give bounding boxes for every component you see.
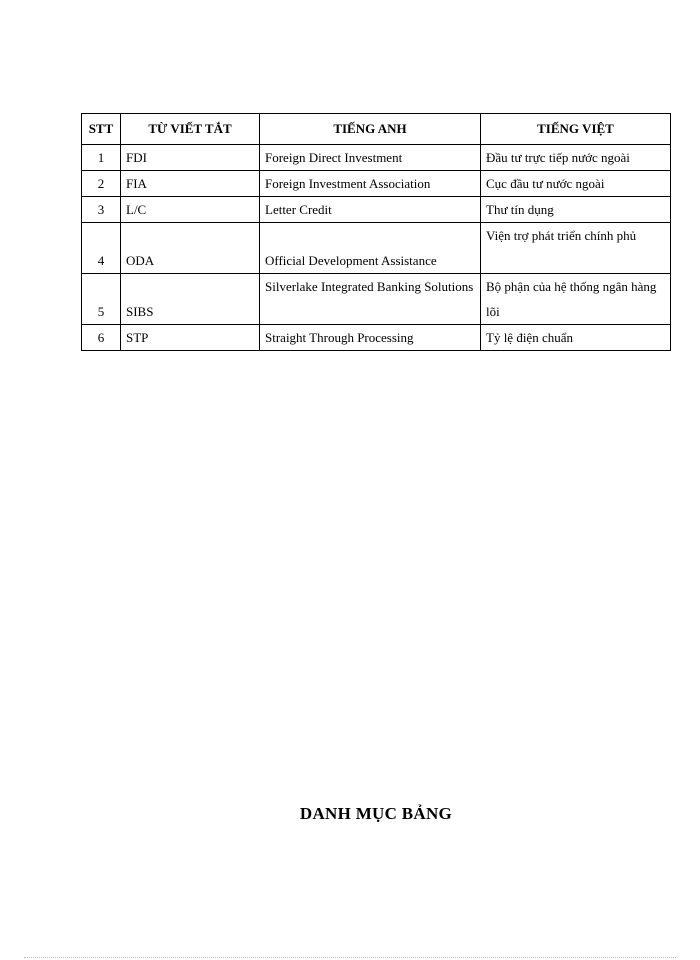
row-stt: 1 — [82, 145, 121, 171]
row-abbreviation: STP — [121, 325, 260, 351]
row-vietnamese: Viện trợ phát triển chính phủ — [481, 223, 671, 274]
row-vietnamese: Cục đầu tư nước ngoài — [481, 171, 671, 197]
section-title: DANH MỤC BẢNG — [299, 804, 453, 823]
header-english: TIẾNG ANH — [260, 114, 481, 145]
table-row — [82, 274, 671, 325]
row-vietnamese: Tỷ lệ điện chuẩn — [481, 325, 671, 351]
table-row — [82, 171, 671, 197]
row-abbreviation: SIBS — [121, 274, 260, 325]
row-stt: 2 — [82, 171, 121, 197]
row-abbreviation: L/C — [121, 197, 260, 223]
row-stt: 4 — [82, 223, 121, 274]
row-abbreviation: ODA — [121, 223, 260, 274]
row-vietnamese: Đầu tư trực tiếp nước ngoài — [481, 145, 671, 171]
table-row — [82, 197, 671, 223]
row-vietnamese: Thư tín dụng — [481, 197, 671, 223]
row-abbreviation: FDI — [121, 145, 260, 171]
table-header-row — [82, 114, 671, 145]
row-english: Official Development Assistance — [260, 223, 481, 274]
row-english: Foreign Direct Investment — [260, 145, 481, 171]
table-row — [82, 223, 671, 274]
row-english: Silverlake Integrated Banking Solutions — [260, 274, 481, 325]
row-english: Letter Credit — [260, 197, 481, 223]
row-english: Foreign Investment Association — [260, 171, 481, 197]
table-row — [82, 325, 671, 351]
row-stt: 5 — [82, 274, 121, 325]
row-stt: 6 — [82, 325, 121, 351]
header-vietnamese: TIẾNG VIỆT — [481, 114, 671, 145]
header-stt: STT — [82, 114, 121, 145]
row-vietnamese: Bộ phận của hệ thống ngân hàng lõi — [481, 274, 671, 325]
header-abbreviation: TỪ VIẾT TẮT — [121, 114, 260, 145]
page-break-divider — [24, 957, 676, 958]
abbreviation-table — [81, 113, 671, 351]
row-abbreviation: FIA — [121, 171, 260, 197]
row-stt: 3 — [82, 197, 121, 223]
row-english: Straight Through Processing — [260, 325, 481, 351]
table-row — [82, 145, 671, 171]
